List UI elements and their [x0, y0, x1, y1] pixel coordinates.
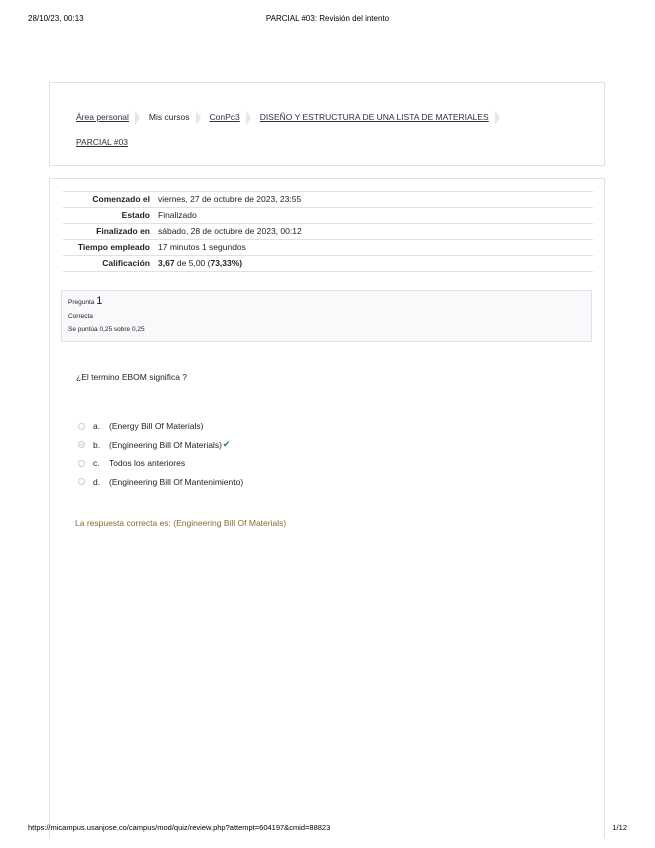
radio-button[interactable] [78, 460, 85, 467]
question-number [68, 295, 585, 307]
question-number-value: 1 [96, 295, 103, 307]
breadcrumb-item-section[interactable]: DISEÑO Y ESTRUCTURA DE UNA LISTA DE MATERIALES [259, 112, 489, 122]
summary-label: Tiempo empleado [77, 242, 150, 252]
summary-label: Calificación [102, 258, 150, 268]
question-info [61, 290, 592, 342]
summary-row-started [63, 192, 593, 208]
print-url: https://micampus.usanjose.co/campus/mod/quiz/review.php?attempt=604197&cmid=88823 [28, 823, 331, 832]
summary-label: Estado [121, 210, 150, 220]
breadcrumb-item-mis-cursos: Mis cursos [148, 112, 190, 122]
print-date: 28/10/23, 00:13 [28, 14, 84, 23]
print-header [28, 14, 627, 26]
answer-text: (Energy Bill Of Materials) [109, 421, 204, 432]
answer-list [78, 417, 243, 491]
radio-button[interactable] [78, 478, 85, 485]
answer-letter: d. [93, 476, 101, 487]
breadcrumb-item-area-personal[interactable]: Área personal [76, 112, 129, 122]
answer-text: (Engineering Bill Of Materials) [109, 439, 222, 450]
summary-row-finished [63, 224, 593, 240]
print-footer [28, 823, 627, 835]
breadcrumb-separator-icon [246, 111, 251, 125]
correct-check-icon: ✔ [222, 439, 231, 450]
grade-end: %) [231, 258, 243, 268]
review-card [49, 178, 605, 838]
summary-value: 17 minutos 1 segundos [158, 242, 246, 252]
grade-percent: 73,33 [210, 258, 232, 268]
summary-label: Finalizado en [96, 226, 150, 236]
question-prefix: Pregunta [68, 299, 95, 306]
question-state: Correcta [68, 313, 93, 320]
summary-value: sábado, 28 de octubre de 2023, 00:12 [158, 226, 302, 236]
summary-value: Finalizado [158, 210, 197, 220]
answer-letter: b. [93, 439, 101, 450]
answer-option-b[interactable] [78, 436, 243, 455]
answer-option-c[interactable] [78, 454, 243, 473]
answer-text: Todos los anteriores [109, 458, 186, 469]
radio-button[interactable] [78, 423, 85, 430]
breadcrumb-item-course[interactable]: ConPc3 [209, 112, 240, 122]
print-title: PARCIAL #03: Revisión del intento [265, 14, 390, 23]
question-mark: Se puntúa 0,25 sobre 0,25 [68, 326, 145, 333]
summary-row-grade [63, 256, 593, 272]
breadcrumb-separator-icon [135, 111, 140, 125]
breadcrumb [76, 105, 584, 155]
grade-value [156, 256, 593, 272]
answer-letter: c. [93, 458, 100, 469]
summary-value: viernes, 27 de octubre de 2023, 23:55 [158, 194, 302, 204]
question-text: ¿El termino EBOM significa ? [76, 372, 188, 382]
answer-option-a[interactable] [78, 417, 243, 436]
answer-letter: a. [93, 421, 101, 432]
answer-option-d[interactable] [78, 473, 243, 492]
radio-button-checked[interactable] [78, 441, 85, 448]
breadcrumb-card [49, 82, 605, 166]
answer-text: (Engineering Bill Of Mantenimiento) [109, 476, 244, 487]
grade-mid: de 5,00 ( [174, 258, 211, 268]
summary-row-time [63, 240, 593, 256]
breadcrumb-separator-icon [495, 111, 500, 125]
summary-label: Comenzado el [92, 194, 150, 204]
page-number: 1/12 [612, 823, 627, 832]
summary-row-state [63, 208, 593, 224]
correct-answer-feedback: La respuesta correcta es: (Engineering Bill Of Materials) [75, 518, 287, 528]
grade-score: 3,67 [158, 258, 175, 268]
breadcrumb-separator-icon [196, 111, 201, 125]
attempt-summary-table [63, 191, 593, 272]
breadcrumb-item-quiz[interactable]: PARCIAL #03 [76, 137, 128, 147]
